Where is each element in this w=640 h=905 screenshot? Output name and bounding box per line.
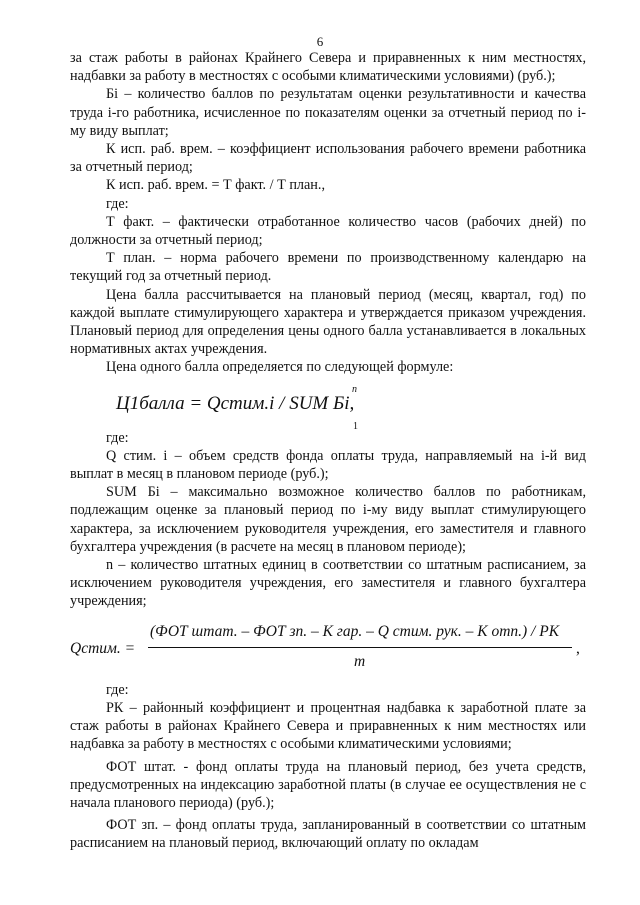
formula-q-stim-comma: , [576, 639, 580, 657]
formula-point-price-expression: Ц1балла = Qстим.i / SUM Бi, [116, 392, 355, 414]
where-label: где: [106, 681, 129, 698]
paragraph-fot-zp-definition: ФОТ зп. – фонд оплаты труда, запланированный в соответствии со штатным расписанием на плановый период, включающий оплату по окладам [70, 817, 586, 852]
paragraph-rk-definition: РК – районный коэффициент и процентная надбавка к заработной плате за стаж работы в районах Крайнего Севера и приравненных к ним местностях или надбавка за работу в местностях с особыми климатическими условиями; [70, 699, 586, 753]
fraction-bar [148, 647, 572, 648]
paragraph-sum-bi-definition: SUM Бi – максимально возможное количество баллов по работникам, подлежащим оценке за плановый период по i-му виду выплат стимулирующего характера, за исключением руководителя учреждения, его заместителя и главного бухгалтера учреждения (в расчете на месяц в плановом периоде); [70, 484, 586, 555]
paragraph-continuation: за стаж работы в районах Крайнего Севера и приравненных к ним местностях, надбавки за работу в местностях с особыми климатическими условиями) (руб.); [70, 50, 586, 85]
paragraph-q-stim-definition: Q стим. i – объем средств фонда оплаты труда, направляемый на i-й вид выплат в месяц в плановом периоде (руб.); [70, 447, 586, 483]
sum-lower-limit: 1 [353, 420, 358, 432]
formula-point-price [70, 383, 586, 432]
document-body [70, 49, 586, 853]
paragraph-t-fact-definition: Т факт. – фактически отработанное количество часов (рабочих дней) по должности за отчетный период; [70, 213, 586, 249]
paragraph-k-isp-definition: К исп. раб. врем. – коэффициент использования рабочего времени работника за отчетный период; [70, 141, 586, 176]
where-label: где: [106, 195, 129, 212]
paragraph-formula-intro: Цена одного балла определяется по следующей формуле: [106, 359, 454, 376]
formula-q-stim-denominator: m [354, 652, 366, 670]
paragraph-n-definition: n – количество штатных единиц в соответствии со штатным расписанием, за исключением руководителя учреждения, его заместителя и главного бухгалтера учреждения; [70, 557, 586, 610]
formula-q-stim [70, 623, 586, 681]
formula-k-isp: К исп. раб. врем. = Т факт. / Т план., [106, 177, 325, 194]
page-number: 6 [316, 34, 324, 49]
formula-q-stim-lhs: Qстим. = [70, 639, 136, 657]
where-label: где: [106, 429, 129, 446]
paragraph-point-price: Цена балла рассчитывается на плановый период (месяц, квартал, год) по каждой выплате стимулирующего характера и утверждается приказом учреждения. Плановый период для определения цены одного балла устанавливается в локальных нормативных актах учреждения. [70, 286, 586, 358]
paragraph-fot-shtat-definition: ФОТ штат. - фонд оплаты труда на плановый период, без учета средств, предусмотренных на индексацию заработной платы (в случае ее осуществления не с начала планового периода) (руб.); [70, 758, 586, 811]
formula-q-stim-numerator: (ФОТ штат. – ФОТ зп. – К гар. – Q стим. рук. – К отп.) / РК [150, 622, 560, 640]
paragraph-t-plan-definition: Т план. – норма рабочего времени по производственному календарю на текущий год за отчетный период. [70, 250, 586, 285]
paragraph-bi-definition: Бi – количество баллов по результатам оценки результативности и качества труда i-го работника, исчисленное по показателям оценки за отчетный период по i-му виду выплат; [70, 86, 586, 139]
sum-upper-limit: n [352, 383, 357, 395]
